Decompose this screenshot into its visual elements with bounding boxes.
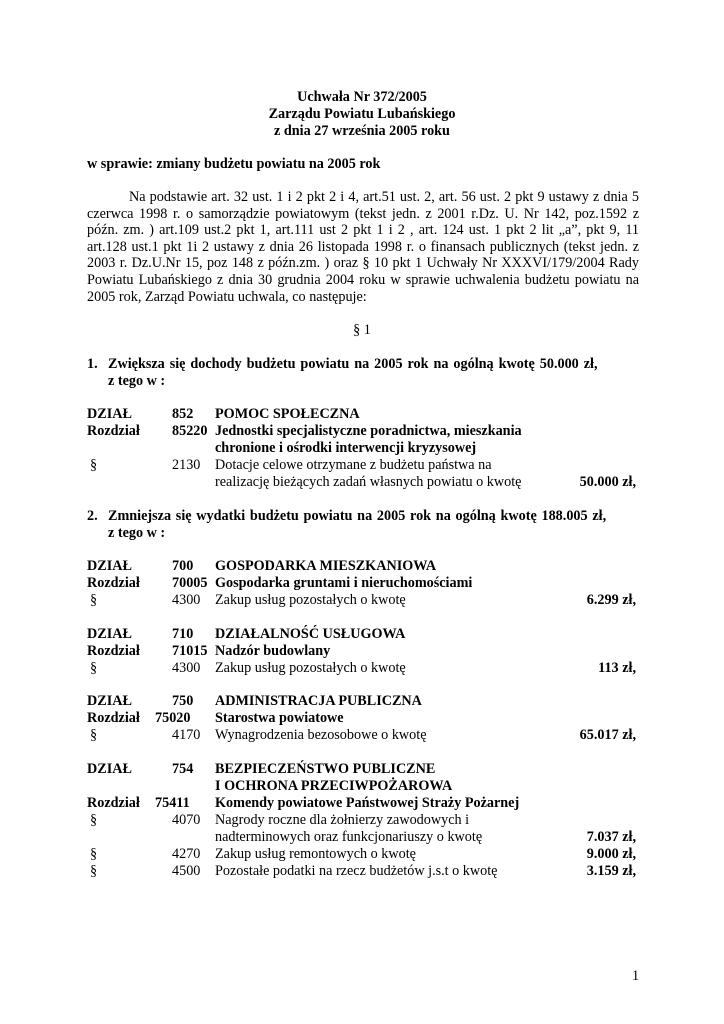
point-1-number: 1.: [87, 356, 98, 372]
resolution-date: z dnia 27 września 2005 roku: [274, 123, 450, 139]
amount: 3.159 zł,: [586, 863, 636, 879]
amount: 6.299 zł,: [586, 592, 636, 608]
paragraf-name: Wynagrodzenia bezosobowe o kwotę: [215, 727, 427, 743]
paragraf-name-cont: nadterminowych oraz funkcjonariuszy o kwotę: [215, 829, 483, 845]
paragraf-code: 4300: [172, 592, 201, 608]
paragraf-name: Zakup usług remontowych o kwotę: [215, 846, 416, 862]
paragraf-label: §: [90, 457, 98, 473]
resolution-issuer: Zarządu Powiatu Lubańskiego: [268, 106, 456, 122]
resolution-subject: w sprawie: zmiany budżetu powiatu na 2005 rok: [87, 156, 381, 172]
amount: 9.000 zł,: [586, 846, 636, 862]
paragraf-name: Zakup usług pozostałych o kwotę: [215, 592, 406, 608]
dzial-code: 754: [172, 761, 194, 777]
rozdzial-code: 75411: [155, 795, 190, 811]
amount: 7.037 zł,: [586, 829, 636, 845]
rozdzial-code: 71015: [172, 643, 208, 659]
point-1-subtext: z tego w :: [108, 373, 166, 389]
amount: 50.000 zł,: [579, 474, 636, 490]
page-number: 1: [632, 968, 640, 984]
dzial-name: BEZPIECZEŃSTWO PUBLICZNE: [215, 761, 436, 777]
dzial-name: ADMINISTRACJA PUBLICZNA: [215, 693, 422, 709]
dzial-code: 852: [172, 406, 194, 422]
paragraf-label: §: [90, 727, 98, 743]
dzial-code: 750: [172, 693, 194, 709]
dzial-name: DZIAŁALNOŚĆ USŁUGOWA: [215, 626, 406, 642]
point-2-subtext: z tego w :: [108, 525, 166, 541]
paragraf-code: 4070: [172, 812, 201, 828]
paragraf-code: 4170: [172, 727, 201, 743]
rozdzial-label: Rozdział: [87, 643, 140, 659]
paragraf-name-cont: realizację bieżących zadań własnych powiatu o kwotę: [215, 474, 522, 490]
rozdzial-name: Starostwa powiatowe: [215, 710, 344, 726]
paragraph-mark: § 1: [353, 322, 371, 338]
paragraf-label: §: [90, 592, 98, 608]
rozdzial-name: Nadzór budowlany: [215, 643, 331, 659]
dzial-name-cont: I OCHRONA PRZECIWPOŻAROWA: [215, 778, 453, 794]
dzial-code: 700: [172, 558, 194, 574]
rozdzial-code: 70005: [172, 575, 208, 591]
point-1-text: Zwiększa się dochody budżetu powiatu na 2005 rok na ogólną kwotę 50.000 zł,: [108, 356, 598, 372]
paragraf-label: §: [90, 812, 98, 828]
rozdzial-name-cont: chronione i ośrodki interwencji kryzysowej: [215, 440, 477, 456]
point-2-text: Zmniejsza się wydatki budżetu powiatu na 2005 rok na ogólną kwotę 188.005 zł,: [108, 508, 607, 524]
resolution-title: Uchwała Nr 372/2005: [297, 89, 427, 105]
paragraf-label: §: [90, 846, 98, 862]
paragraf-name: Dotacje celowe otrzymane z budżetu państwa na: [215, 457, 492, 473]
rozdzial-name: Gospodarka gruntami i nieruchomościami: [215, 575, 473, 591]
rozdzial-name: Jednostki specjalistyczne poradnictwa, mieszkania: [215, 423, 522, 439]
rozdzial-label: Rozdział: [87, 575, 140, 591]
paragraf-code: 4270: [172, 846, 201, 862]
amount: 113 zł,: [598, 660, 636, 676]
point-2-number: 2.: [87, 508, 98, 524]
paragraf-name: Zakup usług pozostałych o kwotę: [215, 660, 406, 676]
dzial-label: DZIAŁ: [87, 626, 132, 642]
paragraf-label: §: [90, 660, 98, 676]
preamble-paragraph: Na podstawie art. 32 ust. 1 i 2 pkt 2 i 4, art.51 ust. 2, art. 56 ust. 2 pkt 9 ustawy z dnia 5 czerwca 1998 r. o samorządzie powiatowym (tekst jedn. z 2001 r.Dz. U. Nr 142, poz.1592 z późn. zm. ) art.109 ust.2 pkt 1, art.111 ust 2 pkt 1 i 2 , art. 124 ust. 1 pkt 2 lit „a”, pkt 9, 11 art.128 ust.1 pkt 1i 2 ustawy z dnia 26 listopada 1998 r. o finansach publicznych (tekst jedn. z 2003 r. Dz.U.Nr 15, poz 148 z późn.zm. ) oraz § 10 pkt 1 Uchwały Nr XXXVI/179/2004 Rady Powiatu Lubańskiego z dnia 30 grudnia 2004 roku w sprawie uchwalenia budżetu powiatu na 2005 rok, Zarząd Powiatu uchwala, co następuje:: [87, 189, 639, 305]
dzial-label: DZIAŁ: [87, 558, 132, 574]
rozdzial-label: Rozdział: [87, 710, 140, 726]
paragraf-code: 4500: [172, 863, 201, 879]
dzial-label: DZIAŁ: [87, 693, 132, 709]
dzial-code: 710: [172, 626, 194, 642]
dzial-label: DZIAŁ: [87, 406, 132, 422]
paragraf-label: §: [90, 863, 98, 879]
rozdzial-label: Rozdział: [87, 795, 140, 811]
paragraf-code: 2130: [172, 457, 201, 473]
dzial-name: POMOC SPOŁECZNA: [215, 406, 360, 422]
paragraf-name: Nagrody roczne dla żołnierzy zawodowych i: [215, 812, 470, 828]
rozdzial-name: Komendy powiatowe Państwowej Straży Pożarnej: [215, 795, 520, 811]
dzial-name: GOSPODARKA MIESZKANIOWA: [215, 558, 437, 574]
rozdzial-label: Rozdział: [87, 423, 140, 439]
amount: 65.017 zł,: [579, 727, 636, 743]
paragraf-name: Pozostałe podatki na rzecz budżetów j.s.t o kwotę: [215, 863, 498, 879]
dzial-label: DZIAŁ: [87, 761, 132, 777]
paragraf-code: 4300: [172, 660, 201, 676]
rozdzial-code: 75020: [155, 710, 191, 726]
rozdzial-code: 85220: [172, 423, 208, 439]
